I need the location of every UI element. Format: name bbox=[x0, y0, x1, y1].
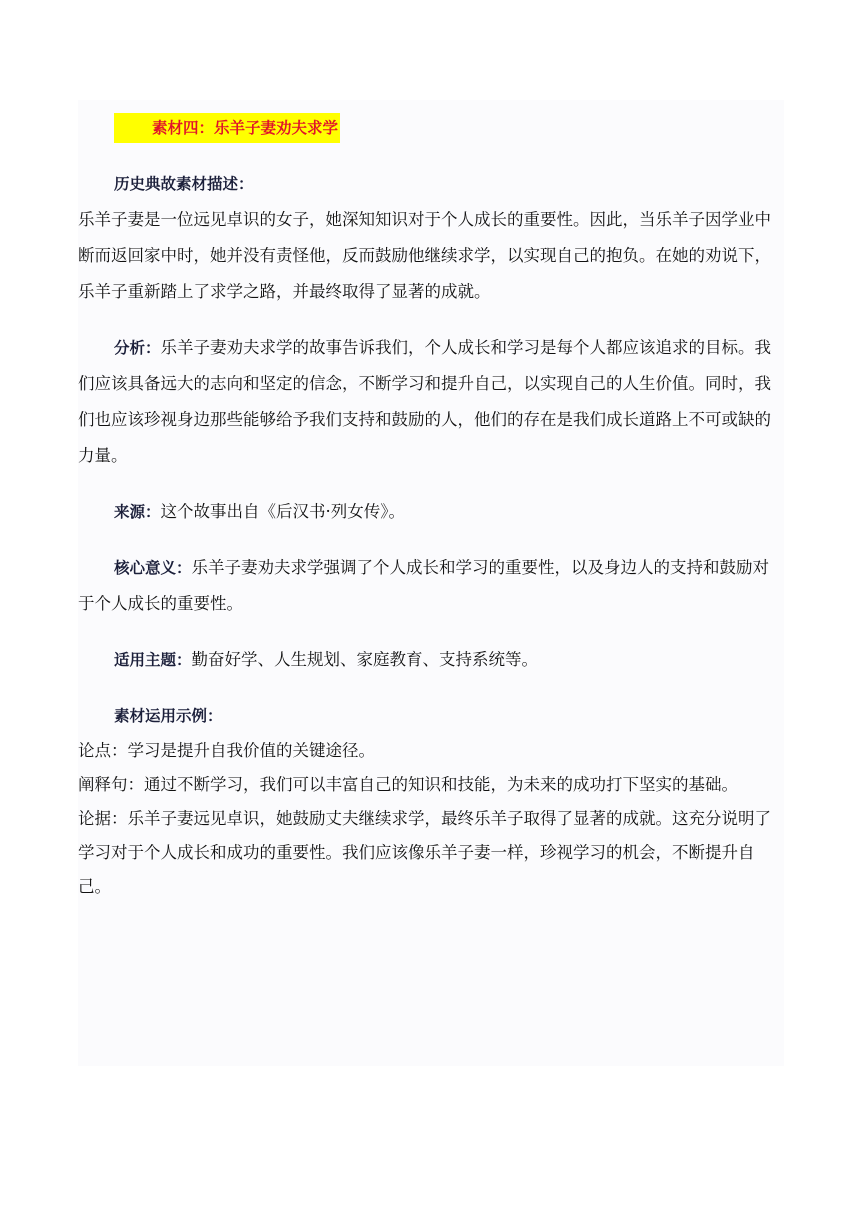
example-argument: 论点：学习是提升自我价值的关键途径。 bbox=[78, 741, 375, 760]
source-label: 来源： bbox=[114, 503, 161, 521]
description-heading: 历史典故素材描述： bbox=[114, 175, 254, 193]
core-label: 核心意义： bbox=[114, 559, 192, 577]
example-explanation: 阐释句：通过不断学习，我们可以丰富自己的知识和技能，为未来的成功打下坚实的基础。 bbox=[78, 775, 738, 794]
source-paragraph bbox=[78, 494, 784, 530]
core-paragraph bbox=[78, 550, 784, 622]
title-row bbox=[78, 100, 784, 146]
analysis-label: 分析： bbox=[114, 339, 161, 357]
analysis-text: 乐羊子妻劝夫求学的故事告诉我们，个人成长和学习是每个人都应该追求的目标。我们应该具备远大的志向和坚定的信念，不断学习和提升自己，以实现自己的人生价值。同时，我们也应该珍视身边那些能够给予我们支持和鼓励的人，他们的存在是我们成长道路上不可或缺的力量。 bbox=[78, 338, 772, 465]
document-content bbox=[78, 100, 784, 1066]
themes-label: 适用主题： bbox=[114, 651, 192, 669]
source-text: 这个故事出自《后汉书·列女传》。 bbox=[160, 502, 406, 521]
section-title: 素材四：乐羊子妻劝夫求学 bbox=[114, 113, 340, 143]
core-text: 乐羊子妻劝夫求学强调了个人成长和学习的重要性，以及身边人的支持和鼓励对于个人成长的重要性。 bbox=[78, 558, 770, 613]
description-text: 乐羊子妻是一位远见卓识的女子，她深知知识对于个人成长的重要性。因此，当乐羊子因学业中断而返回家中时，她并没有责怪他，反而鼓励他继续求学，以实现自己的抱负。在她的劝说下，乐羊子重新踏上了求学之路，并最终取得了显著的成就。 bbox=[78, 210, 771, 301]
example-evidence: 论据：乐羊子妻远见卓识，她鼓励丈夫继续求学，最终乐羊子取得了显著的成就。这充分说明了学习对于个人成长和成功的重要性。我们应该像乐羊子妻一样，珍视学习的机会，不断提升自己。 bbox=[78, 809, 771, 896]
examples-heading: 素材运用示例： bbox=[114, 707, 223, 725]
themes-text: 勤奋好学、人生规划、家庭教育、支持系统等。 bbox=[191, 650, 539, 669]
analysis-paragraph bbox=[78, 330, 784, 474]
themes-paragraph bbox=[78, 642, 784, 678]
